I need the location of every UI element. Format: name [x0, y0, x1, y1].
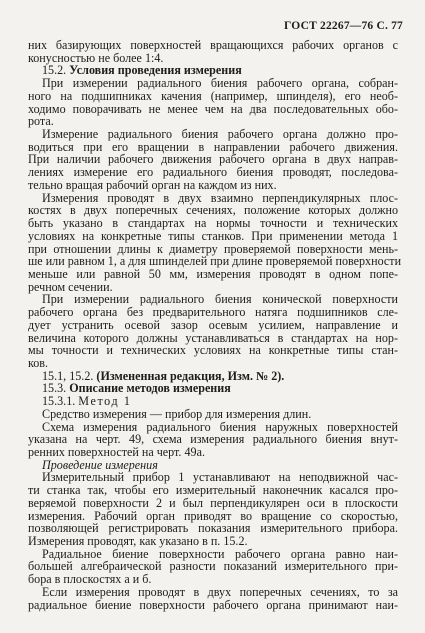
text-line: рота. [28, 114, 54, 129]
text-line: измерения. Рабочий орган приводят во вращение со скоростью, [28, 508, 398, 523]
text-line: величина которого должны устанавливаться в стандартах на нор- [28, 330, 398, 345]
text-line: Средство измерения — прибор для измерения длин. [42, 406, 312, 421]
text-line: бора в плоскостях а и б. [28, 572, 152, 587]
text-line: радиальное биение поверхности рабочего органа принимают наи- [28, 597, 398, 612]
text-line: ше или равном 1, а для шпинделей при длине проверяемой поверхности [28, 254, 402, 269]
text-line: указана на черт. 49, схема измерения радиального биения внут- [28, 432, 398, 447]
text-line: Измерение радиального биения рабочего органа должно про- [42, 127, 398, 142]
text-line: 15.3. Описание методов измерения [42, 381, 231, 396]
text-line: при отношении длины к диаметру проверяемой поверхности мень- [28, 241, 398, 256]
text-line: позволяющей регистрировать показания измерительного прибора. [28, 521, 398, 536]
text-line: ти станка так, чтобы его измерительный наконечник касался про- [28, 483, 398, 498]
text-line: 15.2. Условия проведения измерения [42, 63, 242, 78]
text-line: лениях измерение его радиального биения проводят, последова- [28, 165, 398, 180]
text-line: тельно вращая рабочий орган на каждом из них. [28, 177, 277, 192]
text-line: 15.3.1. Метод 1 [42, 394, 132, 409]
text-line: Измерения проводят в двух взаимно перпендикулярных плос- [42, 190, 398, 205]
text-line: веряемой поверхности 2 и был перпендикулярен оси в плоскости [28, 495, 398, 510]
text-line: Измерения проводят, как указано в п. 15.2. [28, 534, 248, 549]
text-line: Радиальное биение поверхности рабочего органа равно наи- [42, 546, 398, 561]
text-line: конусностью не более 1:4. [28, 50, 164, 65]
text-line: ренних поверхностей на черт. 49а. [28, 445, 205, 459]
text-line: мы точности и технических условиях на конкретные типы стан- [28, 343, 398, 358]
body-text [28, 38, 402, 612]
text-line: большей алгебраической разности показаний измерительного при- [28, 559, 398, 574]
text-line: речном сечении. [28, 279, 113, 294]
text-line: Если измерения проводят в двух поперечных сечениях, то за [42, 584, 398, 599]
text-line: При измерении радиального биения рабочего органа, собран- [42, 76, 398, 91]
text-line: ков. [28, 355, 49, 370]
text-line: 15.1, 15.2. (Измененная редакция, Изм. № 2). [42, 368, 285, 383]
text-line: них базирующих поверхностей вращающихся рабочих органов с [28, 38, 398, 52]
text-line: условиях на конкретные типы станков. При применении метода 1 [28, 228, 398, 243]
text-line: быть указано в стандартах на нормы точности и технических [28, 216, 398, 231]
text-line: водиться при его вращении в направлении рабочего движения. [28, 139, 398, 154]
text-line: ходимо поворачивать не менее чем на два последовательных обо- [28, 101, 398, 116]
text-line: костях в двух поперечных сечениях, положение которых должно [28, 203, 398, 218]
text-line: При измерении радиального биения конической поверхности [42, 292, 398, 307]
running-header: ГОСТ 22267—76 С. 77 [284, 20, 403, 32]
text-line: дует устранить осевой зазор осевым усилием, направление и [28, 317, 398, 332]
text-line: ного на подшипниках качения (например, шпинделя), его необ- [28, 88, 398, 103]
text-line: Проведение измерения [42, 457, 158, 472]
text-line: При наличии рабочего движения рабочего органа в двух направ- [28, 152, 398, 167]
text-line: Измерительный прибор 1 устанавливают на неподвижной час- [42, 470, 398, 485]
text-line: рабочего органа без предварительного натяга подшипников сле- [28, 305, 398, 320]
text-line: меньше или равной 50 мм, измерения проводят в одном попе- [28, 266, 398, 281]
text-line: Схема измерения радиального биения наружных поверхностей [42, 419, 398, 434]
